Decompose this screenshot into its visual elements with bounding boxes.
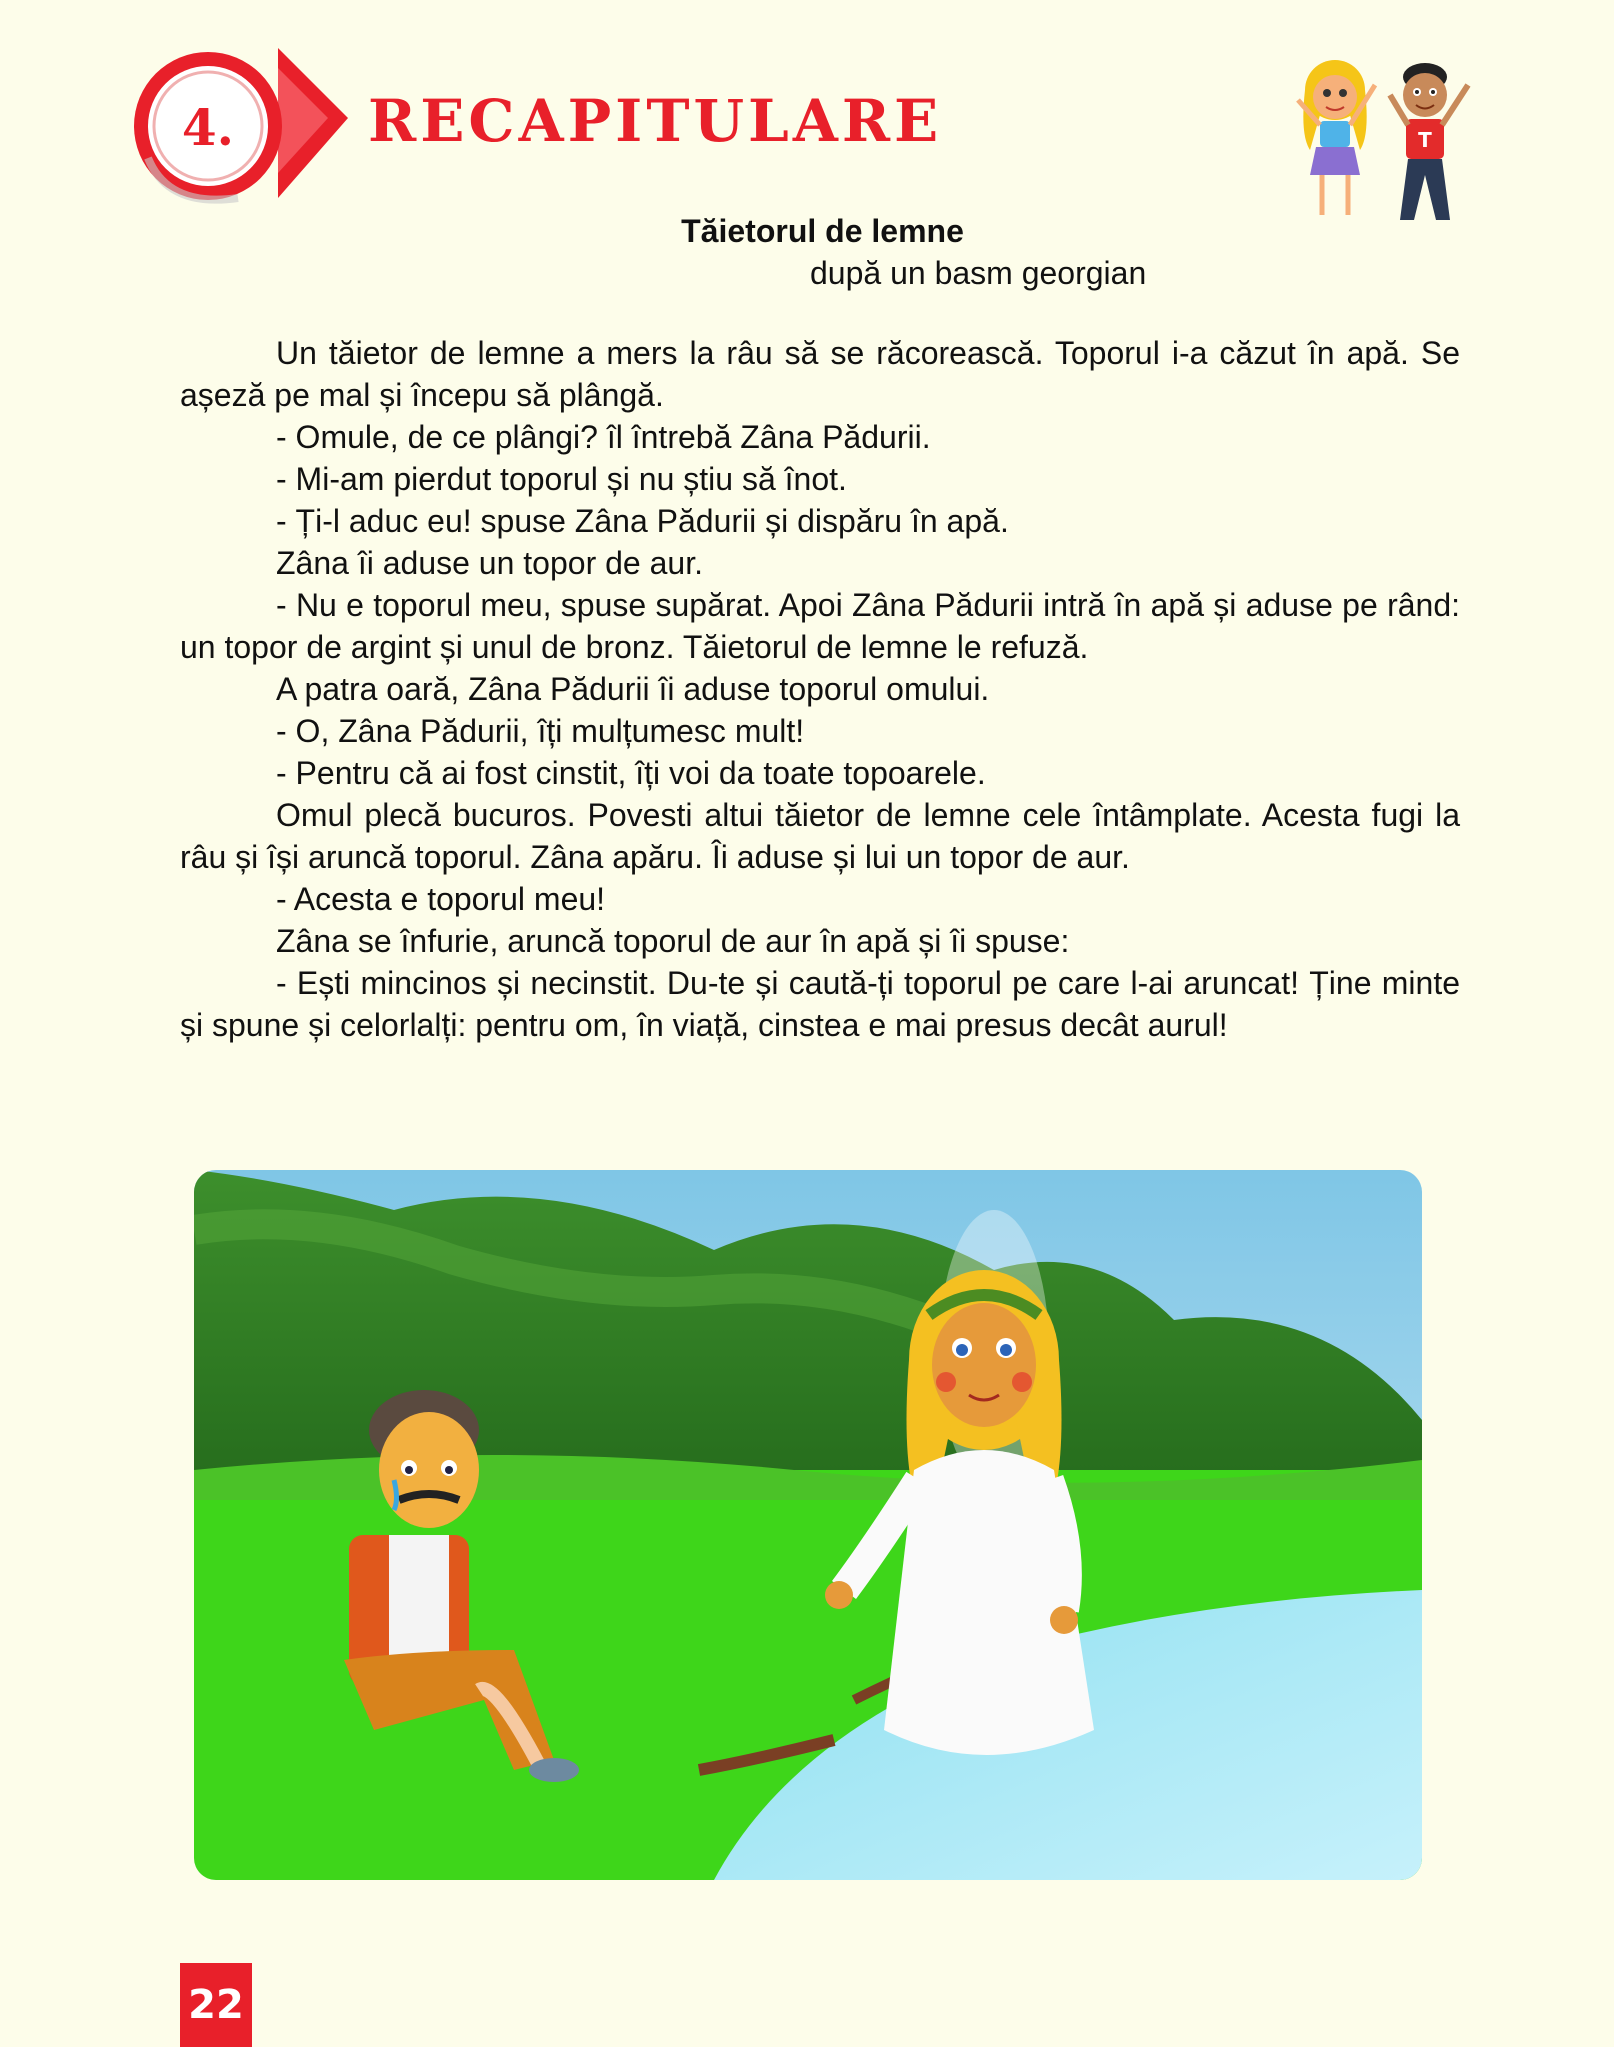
chapter-badge xyxy=(128,48,368,208)
story-text xyxy=(180,332,1460,1046)
story-paragraph: - Omule, de ce plângi? îl întrebă Zâna Pădurii. xyxy=(276,419,931,455)
story-paragraph: - Ești mincinos și necinstit. Du-te și caută-ți toporul pe care l-ai aruncat! Ține minte și spune și celorlalți: pentru om, în viață, cinstea e mai presus decât aurul! xyxy=(180,965,1460,1043)
story-paragraph: - Ți-l aduc eu! spuse Zâna Pădurii și dispăru în apă. xyxy=(276,503,1009,539)
story-subtitle: după un basm georgian xyxy=(810,255,1147,291)
svg-text:T: T xyxy=(1418,128,1432,152)
story-paragraph: - Pentru că ai fost cinstit, îți voi da toate topoarele. xyxy=(276,755,986,791)
mascots xyxy=(1290,55,1490,235)
chapter-badge-icon xyxy=(128,48,368,208)
story-paragraph: A patra oară, Zâna Pădurii îi aduse toporul omului. xyxy=(276,671,990,707)
story-title: Tăietorul de lemne xyxy=(681,213,964,249)
story-paragraph: Zâna îi aduse un topor de aur. xyxy=(276,545,703,581)
kids-mascot-icon xyxy=(1290,55,1490,235)
story-paragraph: Omul plecă bucuros. Povesti altui tăietor de lemne cele întâmplate. Acesta fugi la râu și își aruncă toporul. Zâna apăru. Îi aduse și lui un topor de aur. xyxy=(180,797,1460,875)
story-paragraph: - O, Zâna Pădurii, îți mulțumesc mult! xyxy=(276,713,805,749)
chapter-number: 4. xyxy=(181,98,235,157)
page-number: 22 xyxy=(180,1963,252,2047)
story-paragraph: - Mi-am pierdut toporul și nu știu să înot. xyxy=(276,461,847,497)
story-illustration xyxy=(194,1170,1422,1880)
story-paragraph: - Acesta e toporul meu! xyxy=(276,881,606,917)
chapter-title: RECAPITULARE xyxy=(368,87,943,155)
story-paragraph: Un tăietor de lemne a mers la râu să se răcorească. Toporul i-a căzut în apă. Se așeză pe mal și începu să plângă. xyxy=(180,335,1460,413)
story-paragraph: Zâna se înfurie, aruncă toporul de aur în apă și îi spuse: xyxy=(276,923,1070,959)
story-paragraph: - Nu e toporul meu, spuse supărat. Apoi Zâna Pădurii intră în apă și aduse pe rând: un topor de argint și unul de bronz. Tăietorul de lemne le refuză. xyxy=(180,587,1460,665)
woodcutter-and-fairy-illustration xyxy=(194,1170,1422,1880)
